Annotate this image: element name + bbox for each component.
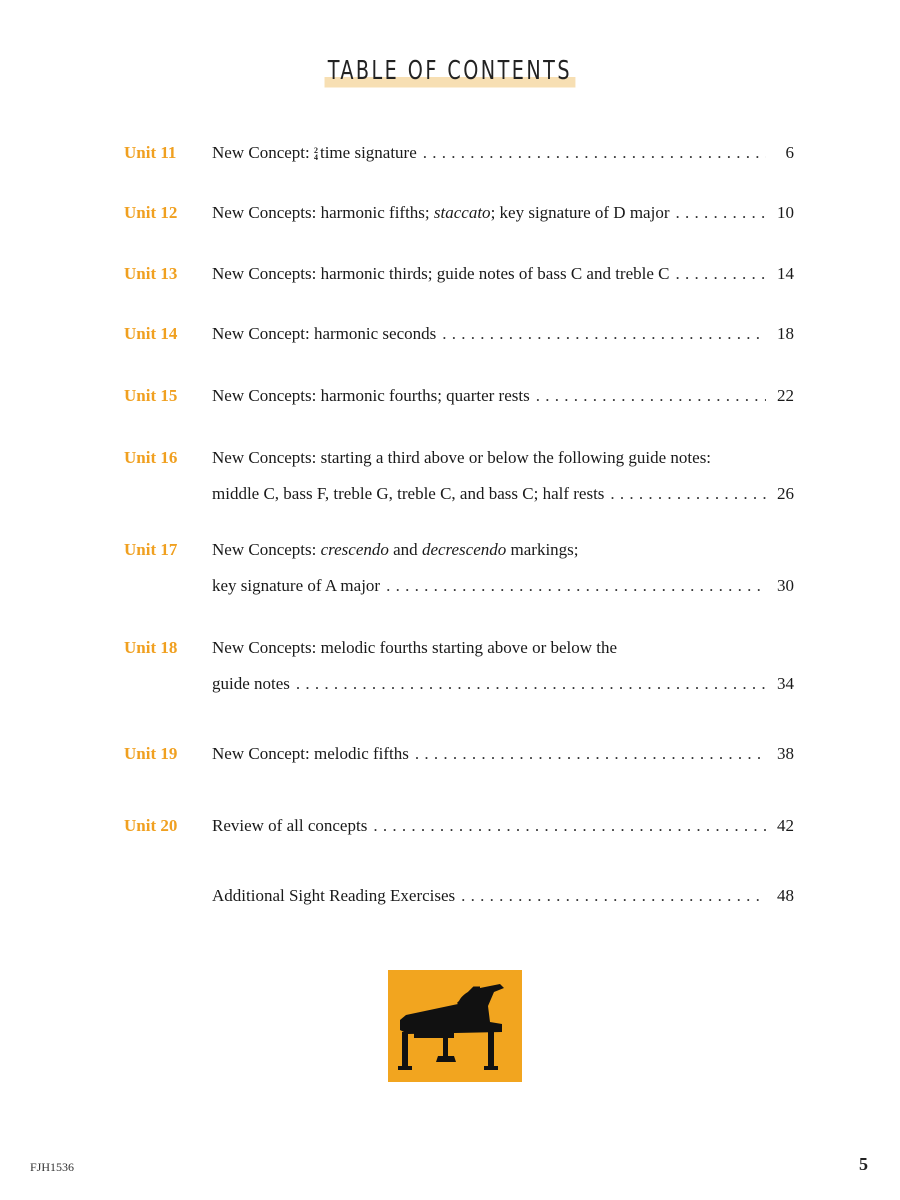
italic-term: decrescendo [421, 540, 507, 559]
dot-leader [423, 143, 766, 163]
toc-line [212, 440, 794, 476]
toc-line-text [212, 674, 290, 694]
grand-piano-silhouette [388, 970, 522, 1082]
toc-line [212, 195, 794, 231]
toc-line-text [212, 484, 604, 504]
time-signature-top: 2 [313, 146, 318, 156]
text-run: New Concepts: starting a third above or below the following guide notes: [212, 448, 712, 467]
toc-line [212, 378, 794, 414]
toc-line [212, 316, 794, 352]
text-run: time signature [319, 143, 417, 162]
toc-line [212, 532, 794, 568]
text-run: New Concept: harmonic seconds [212, 324, 437, 343]
text-run: New Concepts: melodic fourths starting above or below the [212, 638, 618, 657]
page-ref: 42 [777, 816, 794, 835]
unit-label: Unit 15 [124, 386, 178, 405]
dot-leader [461, 886, 766, 906]
dot-leader [296, 674, 766, 694]
page-ref: 14 [777, 264, 794, 283]
text-run: New Concepts: harmonic fifths; [212, 203, 434, 222]
unit-label: Unit 20 [124, 816, 178, 835]
unit-label: Unit 19 [124, 744, 178, 763]
toc-line-text [212, 448, 711, 468]
toc-line [212, 568, 794, 604]
toc-line [212, 135, 794, 171]
dot-leader [442, 324, 766, 344]
toc-line [212, 256, 794, 292]
text-run: New Concepts: harmonic fourths; quarter rests [212, 386, 530, 405]
toc-line [212, 808, 794, 844]
text-run: key signature of A major [212, 576, 381, 595]
dot-leader [676, 264, 767, 284]
page-ref: 48 [777, 886, 794, 905]
page-ref: 10 [777, 203, 794, 222]
italic-term: staccato [433, 203, 491, 222]
page-ref: 26 [777, 484, 794, 503]
toc-line-text [212, 540, 579, 560]
page-title: TABLE OF CONTENTS [325, 56, 576, 90]
toc-line-text [212, 886, 455, 906]
toc-line-text [212, 386, 530, 406]
toc-line-text [212, 324, 436, 344]
toc-line-text [212, 638, 617, 658]
toc-line [212, 666, 794, 702]
toc-line [212, 630, 794, 666]
unit-label: Unit 18 [124, 638, 178, 657]
dot-leader [373, 816, 766, 836]
grand-piano-icon [388, 970, 522, 1082]
text-run: middle C, bass F, treble G, treble C, and bass C; half rests [212, 484, 605, 503]
page-ref: 30 [777, 576, 794, 595]
unit-label: Unit 11 [124, 143, 177, 162]
time-signature-bottom: 4 [313, 153, 318, 163]
text-run: New Concept: [212, 143, 314, 162]
toc-line-text [212, 576, 380, 596]
text-run: Additional Sight Reading Exercises [212, 886, 456, 905]
text-run: New Concepts: [212, 540, 321, 559]
book-code: FJH1536 [30, 1160, 75, 1174]
dot-leader [610, 484, 766, 504]
dot-leader [676, 203, 767, 223]
dot-leader [386, 576, 766, 596]
page-ref: 18 [777, 324, 794, 343]
dot-leader [536, 386, 766, 406]
page-ref: 22 [777, 386, 794, 405]
text-run: and [388, 540, 422, 559]
page-ref: 6 [785, 143, 794, 162]
text-run: Review of all concepts [212, 816, 368, 835]
text-run: guide notes [212, 674, 290, 693]
toc-line-text [212, 203, 670, 223]
text-run: New Concepts: harmonic thirds; guide notes of bass C and treble C [212, 264, 670, 283]
unit-label: Unit 16 [124, 448, 178, 467]
page-ref: 34 [777, 674, 794, 693]
italic-term: crescendo [320, 540, 389, 559]
toc-line-text [212, 744, 409, 764]
toc-line [212, 736, 794, 772]
unit-label: Unit 13 [124, 264, 178, 283]
page-number: 5 [859, 1154, 868, 1174]
dot-leader [415, 744, 766, 764]
toc-line [212, 476, 794, 512]
unit-label: Unit 17 [124, 540, 178, 559]
text-run: ; key signature of D major [490, 203, 670, 222]
toc-line-text [212, 816, 367, 836]
unit-label: Unit 12 [124, 203, 178, 222]
toc-line [212, 878, 794, 914]
text-run: markings; [506, 540, 579, 559]
unit-label: Unit 14 [124, 324, 178, 343]
time-signature-glyph [314, 147, 318, 161]
toc-line-text [212, 143, 417, 163]
text-run: New Concept: melodic fifths [212, 744, 409, 763]
toc-line-text [212, 264, 670, 284]
page-ref: 38 [777, 744, 794, 763]
